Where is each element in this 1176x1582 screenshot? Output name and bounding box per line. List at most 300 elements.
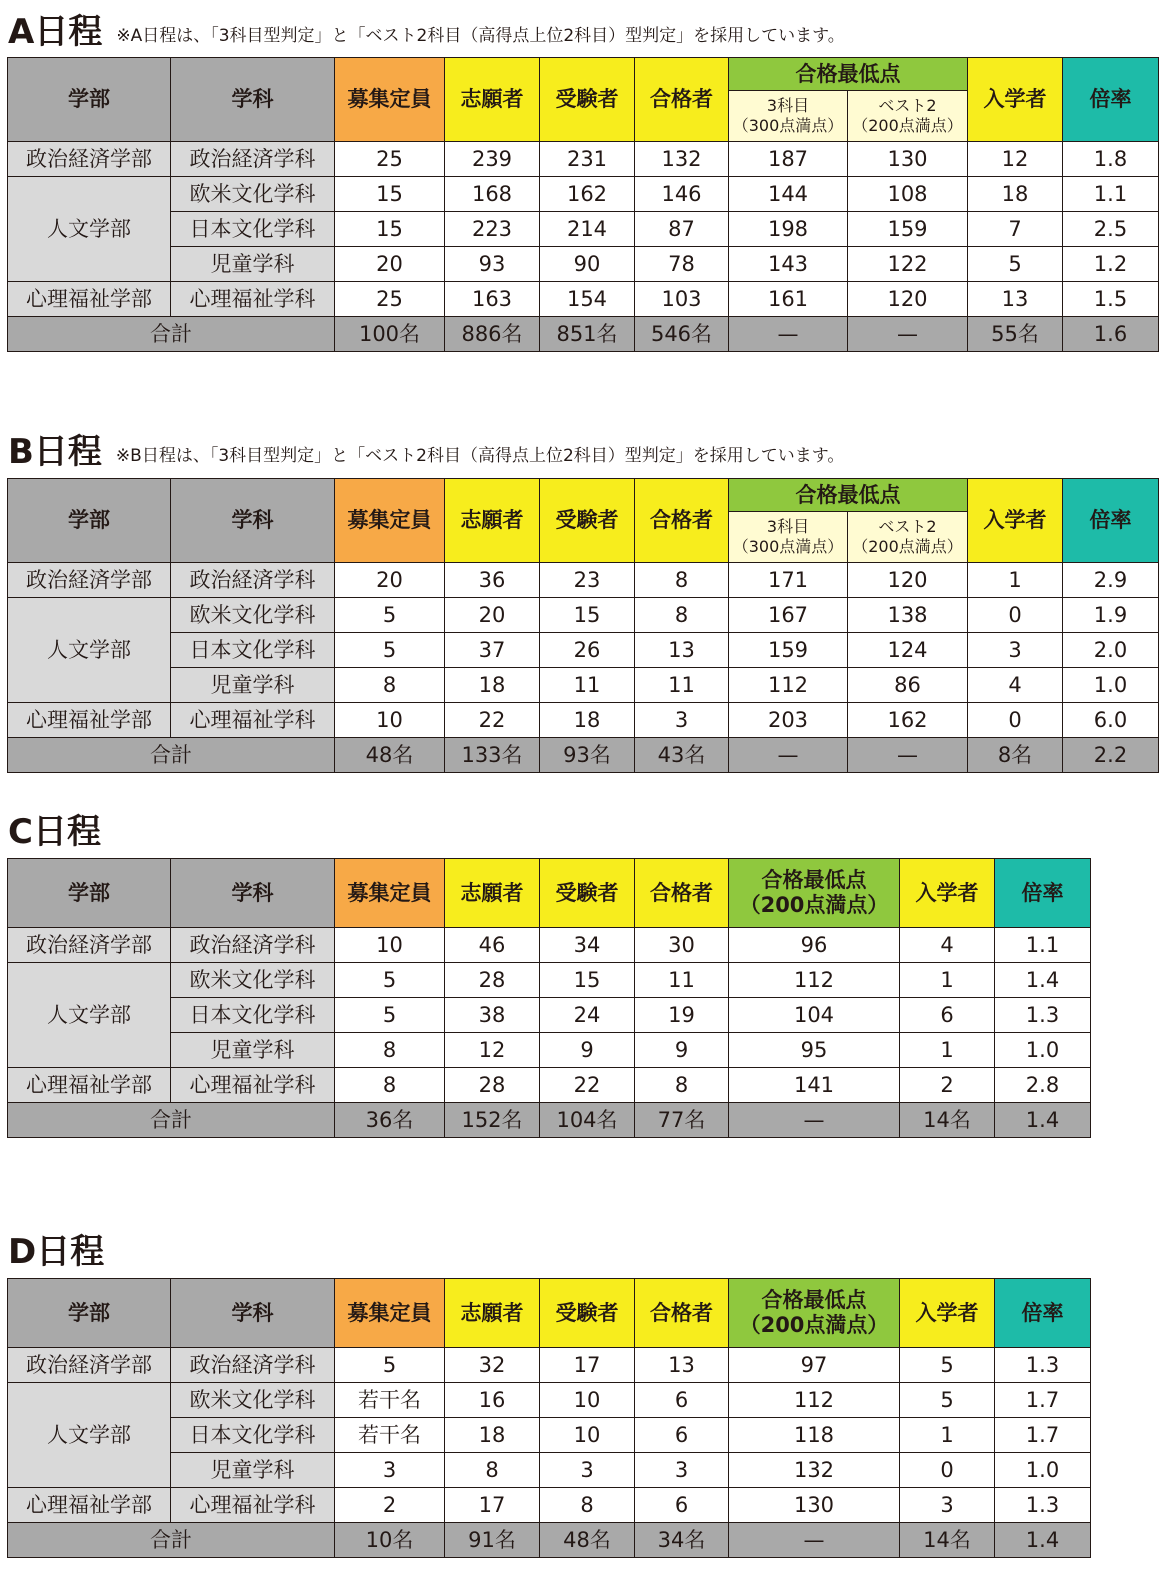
- header-min-score-b2: [848, 512, 968, 563]
- department-cell: 政治経済学科: [171, 1348, 335, 1383]
- value-cell: 6: [635, 1383, 729, 1418]
- value-cell: 112: [729, 963, 900, 998]
- total-label: 合計: [8, 1103, 335, 1138]
- value-cell: 93: [445, 247, 540, 282]
- department-cell: 欧米文化学科: [171, 177, 335, 212]
- faculty-cell: 人文学部: [8, 177, 171, 282]
- total-cell: 546名: [635, 317, 729, 352]
- value-cell: 11: [635, 668, 729, 703]
- header-ratio: 倍率: [995, 1279, 1091, 1348]
- header-min-score-sub: （200点満点）: [739, 893, 889, 917]
- section-c-heading: [8, 804, 101, 853]
- value-cell: 214: [540, 212, 635, 247]
- header-min-score-3: [729, 512, 848, 563]
- value-cell: 10: [540, 1383, 635, 1418]
- value-cell: 231: [540, 142, 635, 177]
- total-cell: 77名: [635, 1103, 729, 1138]
- total-cell: 43名: [635, 738, 729, 773]
- value-cell: 24: [540, 998, 635, 1033]
- department-cell: 欧米文化学科: [171, 598, 335, 633]
- value-cell: 162: [540, 177, 635, 212]
- table-row: [8, 1418, 1091, 1453]
- header-min-score: 合格最低点: [729, 58, 968, 91]
- header-passers: 合格者: [635, 859, 729, 928]
- total-label: 合計: [8, 738, 335, 773]
- value-cell: 162: [848, 703, 968, 738]
- value-cell: 223: [445, 212, 540, 247]
- value-cell: 10: [335, 703, 445, 738]
- value-cell: 1.3: [995, 1488, 1091, 1523]
- value-cell: 90: [540, 247, 635, 282]
- value-cell: 0: [968, 598, 1063, 633]
- faculty-cell: 政治経済学部: [8, 563, 171, 598]
- table-row: [8, 998, 1091, 1033]
- value-cell: 6: [900, 998, 995, 1033]
- value-cell: 28: [445, 1068, 540, 1103]
- department-cell: 欧米文化学科: [171, 1383, 335, 1418]
- header-min-score-b2-sub: （200点満点）: [852, 116, 963, 135]
- department-cell: 心理福祉学科: [171, 703, 335, 738]
- header-min-score-3-sub: （300点満点）: [732, 116, 844, 135]
- faculty-cell: 人文学部: [8, 1383, 171, 1488]
- value-cell: 25: [335, 142, 445, 177]
- table-row: [8, 1453, 1091, 1488]
- header-min-score-label: 合格最低点: [761, 1287, 867, 1312]
- value-cell: 9: [635, 1033, 729, 1068]
- value-cell: 8: [335, 668, 445, 703]
- value-cell: 5: [335, 633, 445, 668]
- header-row: [8, 1279, 1091, 1348]
- header-row: [8, 859, 1091, 928]
- value-cell: 8: [445, 1453, 540, 1488]
- section-a-heading: [8, 4, 845, 53]
- value-cell: 12: [968, 142, 1063, 177]
- value-cell: 78: [635, 247, 729, 282]
- value-cell: 18: [445, 1418, 540, 1453]
- value-cell: 11: [635, 963, 729, 998]
- value-cell: 5: [968, 247, 1063, 282]
- value-cell: 0: [968, 703, 1063, 738]
- header-min-score-b2-label: ベスト2: [878, 517, 937, 536]
- value-cell: 97: [729, 1348, 900, 1383]
- value-cell: 1.5: [1063, 282, 1159, 317]
- value-cell: 13: [635, 1348, 729, 1383]
- value-cell: 18: [540, 703, 635, 738]
- header-row: [8, 58, 1159, 91]
- header-min-score-b2-sub: （200点満点）: [852, 537, 963, 556]
- department-cell: 児童学科: [171, 668, 335, 703]
- value-cell: 25: [335, 282, 445, 317]
- value-cell: 2: [335, 1488, 445, 1523]
- header-enrolled: 入学者: [968, 479, 1063, 563]
- department-cell: 欧米文化学科: [171, 963, 335, 998]
- faculty-cell: 政治経済学部: [8, 142, 171, 177]
- value-cell: 1.8: [1063, 142, 1159, 177]
- faculty-cell: 政治経済学部: [8, 1348, 171, 1383]
- value-cell: 若干名: [335, 1418, 445, 1453]
- header-capacity: 募集定員: [335, 58, 445, 142]
- value-cell: 1: [968, 563, 1063, 598]
- table-row: [8, 1488, 1091, 1523]
- header-enrolled: 入学者: [900, 1279, 995, 1348]
- value-cell: 2.5: [1063, 212, 1159, 247]
- header-applicants: 志願者: [445, 58, 540, 142]
- total-cell: 133名: [445, 738, 540, 773]
- value-cell: 1.0: [995, 1453, 1091, 1488]
- value-cell: 203: [729, 703, 848, 738]
- header-applicants: 志願者: [445, 859, 540, 928]
- header-min-score: 合格最低点: [729, 479, 968, 512]
- value-cell: 20: [335, 563, 445, 598]
- value-cell: 154: [540, 282, 635, 317]
- value-cell: 3: [335, 1453, 445, 1488]
- value-cell: 46: [445, 928, 540, 963]
- total-cell: 48名: [335, 738, 445, 773]
- department-cell: 政治経済学科: [171, 563, 335, 598]
- department-cell: 日本文化学科: [171, 633, 335, 668]
- department-cell: 日本文化学科: [171, 212, 335, 247]
- value-cell: 23: [540, 563, 635, 598]
- value-cell: 18: [445, 668, 540, 703]
- header-ratio: 倍率: [1063, 479, 1159, 563]
- value-cell: 17: [540, 1348, 635, 1383]
- value-cell: 15: [335, 177, 445, 212]
- total-cell: —: [729, 317, 848, 352]
- value-cell: 19: [635, 998, 729, 1033]
- header-row: [8, 479, 1159, 512]
- value-cell: 8: [635, 1068, 729, 1103]
- value-cell: 104: [729, 998, 900, 1033]
- value-cell: 5: [335, 963, 445, 998]
- value-cell: 1.1: [995, 928, 1091, 963]
- total-row: [8, 317, 1159, 352]
- value-cell: 1: [900, 1418, 995, 1453]
- total-label: 合計: [8, 317, 335, 352]
- value-cell: 28: [445, 963, 540, 998]
- value-cell: 1.7: [995, 1383, 1091, 1418]
- department-cell: 児童学科: [171, 1033, 335, 1068]
- department-cell: 政治経済学科: [171, 928, 335, 963]
- table-row: [8, 1348, 1091, 1383]
- header-ratio: 倍率: [1063, 58, 1159, 142]
- table-row: [8, 963, 1091, 998]
- value-cell: 13: [968, 282, 1063, 317]
- header-applicants: 志願者: [445, 479, 540, 563]
- header-ratio: 倍率: [995, 859, 1091, 928]
- value-cell: 1.0: [1063, 668, 1159, 703]
- value-cell: 3: [635, 1453, 729, 1488]
- header-faculty: 学部: [8, 479, 171, 563]
- total-cell: 55名: [968, 317, 1063, 352]
- total-row: [8, 738, 1159, 773]
- value-cell: 239: [445, 142, 540, 177]
- value-cell: 86: [848, 668, 968, 703]
- total-cell: 8名: [968, 738, 1063, 773]
- total-cell: —: [729, 738, 848, 773]
- header-passers: 合格者: [635, 58, 729, 142]
- results-table-a: [7, 57, 1159, 352]
- value-cell: 2.8: [995, 1068, 1091, 1103]
- value-cell: 87: [635, 212, 729, 247]
- table-row: [8, 1033, 1091, 1068]
- total-cell: 14名: [900, 1103, 995, 1138]
- value-cell: 6.0: [1063, 703, 1159, 738]
- total-label: 合計: [8, 1523, 335, 1558]
- header-min-score-3-label: 3科目: [766, 96, 810, 115]
- value-cell: 120: [848, 563, 968, 598]
- section-title: D日程: [8, 1232, 105, 1272]
- department-cell: 児童学科: [171, 1453, 335, 1488]
- total-cell: 1.6: [1063, 317, 1159, 352]
- faculty-cell: 人文学部: [8, 598, 171, 703]
- value-cell: 141: [729, 1068, 900, 1103]
- total-cell: 1.4: [995, 1103, 1091, 1138]
- value-cell: 146: [635, 177, 729, 212]
- value-cell: 108: [848, 177, 968, 212]
- value-cell: 159: [729, 633, 848, 668]
- total-cell: —: [729, 1523, 900, 1558]
- value-cell: 1: [900, 1033, 995, 1068]
- value-cell: 1.9: [1063, 598, 1159, 633]
- value-cell: 9: [540, 1033, 635, 1068]
- value-cell: 10: [540, 1418, 635, 1453]
- value-cell: 1.3: [995, 998, 1091, 1033]
- value-cell: 163: [445, 282, 540, 317]
- value-cell: 1.2: [1063, 247, 1159, 282]
- faculty-cell: 心理福祉学部: [8, 1068, 171, 1103]
- value-cell: 13: [635, 633, 729, 668]
- value-cell: 120: [848, 282, 968, 317]
- table-row: [8, 598, 1159, 633]
- header-min-score: [729, 859, 900, 928]
- total-cell: 93名: [540, 738, 635, 773]
- value-cell: 12: [445, 1033, 540, 1068]
- results-table-c: [7, 858, 1091, 1138]
- table-row: [8, 142, 1159, 177]
- department-cell: 日本文化学科: [171, 998, 335, 1033]
- value-cell: 132: [635, 142, 729, 177]
- header-capacity: 募集定員: [335, 1279, 445, 1348]
- value-cell: 3: [635, 703, 729, 738]
- header-examinees: 受験者: [540, 1279, 635, 1348]
- header-enrolled: 入学者: [900, 859, 995, 928]
- header-min-score: [729, 1279, 900, 1348]
- value-cell: 96: [729, 928, 900, 963]
- value-cell: 95: [729, 1033, 900, 1068]
- section-note: ※A日程は、「3科目型判定」と「ベスト2科目（高得点上位2科目）型判定」を採用しています。: [116, 26, 845, 46]
- value-cell: 0: [900, 1453, 995, 1488]
- value-cell: 124: [848, 633, 968, 668]
- value-cell: 1.0: [995, 1033, 1091, 1068]
- value-cell: 161: [729, 282, 848, 317]
- department-cell: 児童学科: [171, 247, 335, 282]
- value-cell: 10: [335, 928, 445, 963]
- value-cell: 37: [445, 633, 540, 668]
- department-cell: 心理福祉学科: [171, 1068, 335, 1103]
- table-row: [8, 928, 1091, 963]
- header-min-score-3-sub: （300点満点）: [732, 537, 844, 556]
- section-b-heading: [8, 424, 844, 473]
- value-cell: 1: [900, 963, 995, 998]
- header-min-score-3-label: 3科目: [766, 517, 810, 536]
- value-cell: 167: [729, 598, 848, 633]
- total-cell: 886名: [445, 317, 540, 352]
- table-row: [8, 633, 1159, 668]
- value-cell: 18: [968, 177, 1063, 212]
- header-capacity: 募集定員: [335, 859, 445, 928]
- value-cell: 20: [335, 247, 445, 282]
- value-cell: 112: [729, 668, 848, 703]
- total-cell: 10名: [335, 1523, 445, 1558]
- header-applicants: 志願者: [445, 1279, 540, 1348]
- value-cell: 22: [445, 703, 540, 738]
- department-cell: 心理福祉学科: [171, 282, 335, 317]
- value-cell: 6: [635, 1488, 729, 1523]
- table-row: [8, 177, 1159, 212]
- value-cell: 1.3: [995, 1348, 1091, 1383]
- faculty-cell: 政治経済学部: [8, 928, 171, 963]
- value-cell: 2: [900, 1068, 995, 1103]
- value-cell: 若干名: [335, 1383, 445, 1418]
- value-cell: 8: [335, 1068, 445, 1103]
- results-table-b: [7, 478, 1159, 773]
- section-d-heading: [8, 1224, 104, 1273]
- value-cell: 118: [729, 1418, 900, 1453]
- table-row: [8, 1068, 1091, 1103]
- value-cell: 187: [729, 142, 848, 177]
- value-cell: 112: [729, 1383, 900, 1418]
- section-title: B日程: [8, 432, 102, 472]
- value-cell: 16: [445, 1383, 540, 1418]
- header-faculty: 学部: [8, 1279, 171, 1348]
- value-cell: 15: [335, 212, 445, 247]
- value-cell: 122: [848, 247, 968, 282]
- value-cell: 17: [445, 1488, 540, 1523]
- total-cell: 1.4: [995, 1523, 1091, 1558]
- value-cell: 168: [445, 177, 540, 212]
- section-title: C日程: [8, 812, 101, 852]
- header-examinees: 受験者: [540, 859, 635, 928]
- section-note: ※B日程は、「3科目型判定」と「ベスト2科目（高得点上位2科目）型判定」を採用しています。: [115, 446, 845, 466]
- faculty-cell: 心理福祉学部: [8, 282, 171, 317]
- header-department: 学科: [171, 859, 335, 928]
- faculty-cell: 心理福祉学部: [8, 703, 171, 738]
- table-row: [8, 668, 1159, 703]
- value-cell: 3: [900, 1488, 995, 1523]
- header-faculty: 学部: [8, 859, 171, 928]
- value-cell: 20: [445, 598, 540, 633]
- value-cell: 8: [335, 1033, 445, 1068]
- value-cell: 8: [635, 598, 729, 633]
- value-cell: 8: [635, 563, 729, 598]
- value-cell: 30: [635, 928, 729, 963]
- value-cell: 5: [900, 1348, 995, 1383]
- value-cell: 143: [729, 247, 848, 282]
- value-cell: 11: [540, 668, 635, 703]
- value-cell: 138: [848, 598, 968, 633]
- value-cell: 1.4: [995, 963, 1091, 998]
- department-cell: 日本文化学科: [171, 1418, 335, 1453]
- value-cell: 8: [540, 1488, 635, 1523]
- value-cell: 32: [445, 1348, 540, 1383]
- value-cell: 171: [729, 563, 848, 598]
- value-cell: 38: [445, 998, 540, 1033]
- value-cell: 3: [540, 1453, 635, 1488]
- value-cell: 15: [540, 963, 635, 998]
- header-enrolled: 入学者: [968, 58, 1063, 142]
- table-row: [8, 212, 1159, 247]
- total-cell: 152名: [445, 1103, 540, 1138]
- header-department: 学科: [171, 58, 335, 142]
- value-cell: 34: [540, 928, 635, 963]
- header-department: 学科: [171, 1279, 335, 1348]
- section-title: A日程: [8, 12, 103, 52]
- table-row: [8, 563, 1159, 598]
- total-cell: —: [848, 738, 968, 773]
- value-cell: 130: [848, 142, 968, 177]
- header-min-score-sub: （200点満点）: [739, 1313, 889, 1337]
- total-cell: —: [729, 1103, 900, 1138]
- value-cell: 3: [968, 633, 1063, 668]
- total-cell: 36名: [335, 1103, 445, 1138]
- value-cell: 1.1: [1063, 177, 1159, 212]
- header-min-score-label: 合格最低点: [761, 867, 867, 892]
- value-cell: 15: [540, 598, 635, 633]
- table-row: [8, 247, 1159, 282]
- value-cell: 159: [848, 212, 968, 247]
- department-cell: 政治経済学科: [171, 142, 335, 177]
- header-examinees: 受験者: [540, 58, 635, 142]
- total-cell: 100名: [335, 317, 445, 352]
- value-cell: 144: [729, 177, 848, 212]
- value-cell: 4: [900, 928, 995, 963]
- total-row: [8, 1103, 1091, 1138]
- value-cell: 5: [335, 1348, 445, 1383]
- total-row: [8, 1523, 1091, 1558]
- value-cell: 26: [540, 633, 635, 668]
- value-cell: 7: [968, 212, 1063, 247]
- total-cell: —: [848, 317, 968, 352]
- table-row: [8, 282, 1159, 317]
- value-cell: 22: [540, 1068, 635, 1103]
- value-cell: 2.0: [1063, 633, 1159, 668]
- value-cell: 5: [335, 598, 445, 633]
- value-cell: 6: [635, 1418, 729, 1453]
- results-table-d: [7, 1278, 1091, 1558]
- total-cell: 851名: [540, 317, 635, 352]
- header-min-score-b2: [848, 91, 968, 142]
- header-min-score-3: [729, 91, 848, 142]
- header-department: 学科: [171, 479, 335, 563]
- value-cell: 130: [729, 1488, 900, 1523]
- value-cell: 198: [729, 212, 848, 247]
- faculty-cell: 人文学部: [8, 963, 171, 1068]
- header-capacity: 募集定員: [335, 479, 445, 563]
- table-row: [8, 703, 1159, 738]
- value-cell: 1.7: [995, 1418, 1091, 1453]
- header-passers: 合格者: [635, 479, 729, 563]
- total-cell: 48名: [540, 1523, 635, 1558]
- header-examinees: 受験者: [540, 479, 635, 563]
- value-cell: 5: [335, 998, 445, 1033]
- total-cell: 2.2: [1063, 738, 1159, 773]
- faculty-cell: 心理福祉学部: [8, 1488, 171, 1523]
- value-cell: 4: [968, 668, 1063, 703]
- total-cell: 91名: [445, 1523, 540, 1558]
- total-cell: 104名: [540, 1103, 635, 1138]
- total-cell: 14名: [900, 1523, 995, 1558]
- value-cell: 132: [729, 1453, 900, 1488]
